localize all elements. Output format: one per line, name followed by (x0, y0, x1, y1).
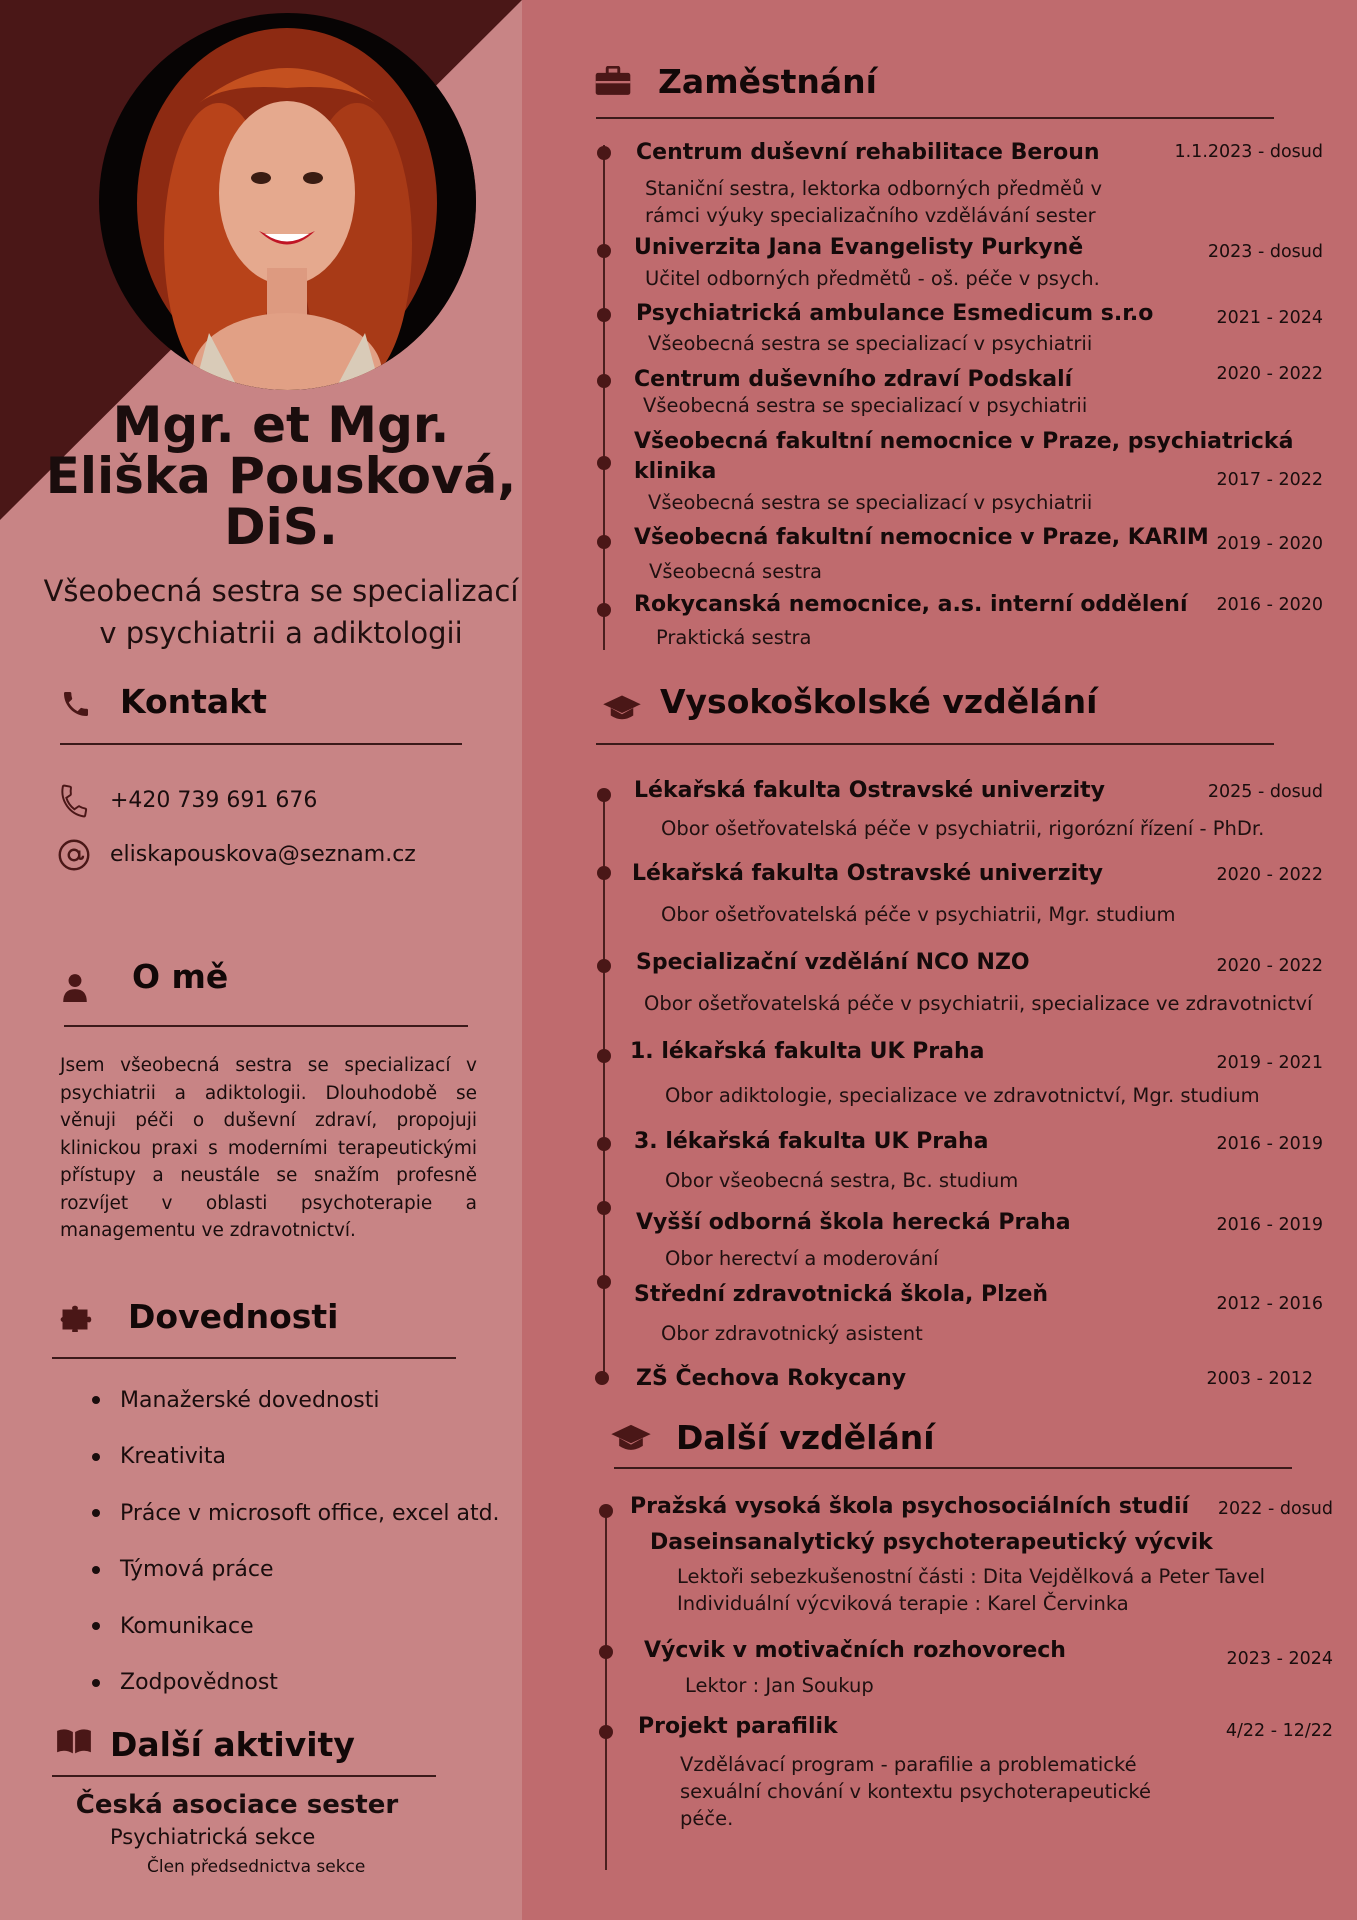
timeline-bullet (597, 866, 611, 880)
briefcase-icon (594, 66, 632, 96)
timeline-bullet (597, 959, 611, 973)
university-org: Specializační vzdělání NCO NZO (636, 950, 1030, 975)
employment-desc: Staniční sestra, lektorka odborných předměů v rámci výuky specializačního vzdělávání sester (645, 177, 1103, 227)
skill-item: Manažerské dovednosti (60, 1372, 500, 1429)
timeline-bullet (597, 456, 611, 470)
university-date: 2016 - 2019 (1216, 1134, 1323, 1154)
further-org: Projekt parafilik (638, 1714, 838, 1739)
university-desc: Obor ošetřovatelská péče v psychiatrii, Mgr. studium (661, 903, 1176, 926)
name-line-2: Eliška Pousková, (45, 447, 517, 505)
university-date: 2012 - 2016 (1216, 1294, 1323, 1314)
timeline-bullet (595, 1371, 609, 1385)
employment-desc: Všeobecná sestra se specializací v psychiatrii (648, 491, 1093, 514)
further-title: Další vzdělání (676, 1418, 935, 1457)
skills-title: Dovednosti (128, 1297, 339, 1336)
graduation-cap-icon (610, 1422, 652, 1454)
further-org: Výcvik v motivačních rozhovorech (644, 1638, 1066, 1663)
employment-date: 2019 - 2020 (1216, 534, 1323, 554)
further-date: 2023 - 2024 (1226, 1649, 1333, 1669)
employment-date: 2023 - dosud (1207, 242, 1323, 262)
employment-org: Všeobecná fakultní nemocnice v Praze, KARIM (634, 525, 1209, 550)
timeline-bullet (597, 1275, 611, 1289)
university-org: Lékařská fakulta Ostravské univerzity (634, 778, 1106, 803)
university-title: Vysokoškolské vzdělání (660, 682, 1098, 721)
subtitle-line-1: Všeobecná sestra se specializací (43, 574, 519, 608)
university-date: 2020 - 2022 (1216, 956, 1323, 976)
activities-divider (52, 1775, 436, 1777)
university-org: ZŠ Čechova Rokycany (636, 1366, 907, 1391)
email-at-icon (56, 837, 92, 873)
university-org: 3. lékařská fakulta UK Praha (634, 1129, 989, 1154)
phone-icon (60, 688, 92, 720)
employment-date: 1.1.2023 - dosud (1174, 142, 1323, 162)
university-date: 2019 - 2021 (1216, 1053, 1323, 1073)
skills-list (60, 1372, 500, 1711)
person-icon (62, 972, 88, 1002)
skills-divider (52, 1357, 456, 1359)
email-address[interactable]: eliskapouskova@seznam.cz (110, 842, 416, 867)
employment-org: Rokycanská nemocnice, a.s. interní oddělení (634, 592, 1188, 617)
further-date: 2022 - dosud (1217, 1499, 1333, 1519)
employment-org: Centrum duševního zdraví Podskalí (634, 367, 1073, 392)
about-title: O mě (132, 957, 229, 996)
further-desc: Vzdělávací program - parafilie a problematické sexuální chování v kontextu psychoterapeutické péče. (680, 1753, 1152, 1830)
university-desc: Obor ošetřovatelská péče v psychiatrii, rigorózní řízení - PhDr. (661, 817, 1265, 840)
about-text: Jsem všeobecná sestra se specializací v psychiatrii a adiktologii. Dlouhodobě se věnuji péči o duševní zdraví, propojuji klinickou praxi s moderními terapeutickými přístupy a neustále se snažím profesně rozvíjet v oblasti psychoterapie a managementu ve zdravotnictví. (60, 1055, 477, 1241)
university-desc: Obor zdravotnický asistent (661, 1322, 923, 1345)
university-date: 2025 - dosud (1207, 782, 1323, 802)
further-date: 4/22 - 12/22 (1225, 1721, 1333, 1741)
employment-divider (596, 117, 1274, 119)
timeline-bullet (597, 1137, 611, 1151)
university-date: 2020 - 2022 (1216, 865, 1323, 885)
further-timeline (605, 1505, 607, 1870)
university-org: Lékařská fakulta Ostravské univerzity (632, 861, 1104, 886)
employment-desc: Učitel odborných předmětů - oš. péče v psych. (645, 267, 1100, 290)
university-desc: Obor ošetřovatelská péče v psychiatrii, specializace ve zdravotnictví (644, 992, 1313, 1015)
employment-org: Centrum duševní rehabilitace Beroun (636, 140, 1100, 165)
about-divider (64, 1025, 468, 1027)
person-name (0, 396, 562, 556)
university-org: Vyšší odborná škola herecká Praha (636, 1210, 1071, 1235)
book-icon (56, 1727, 92, 1755)
university-desc: Obor všeobecná sestra, Bc. studium (665, 1169, 1019, 1192)
phone-number[interactable]: +420 739 691 676 (110, 788, 318, 813)
timeline-bullet (599, 1645, 613, 1659)
contact-title: Kontakt (120, 682, 267, 721)
employment-org: Všeobecná fakultní nemocnice v Praze, psychiatrická klinika (634, 429, 1294, 484)
activity-org: Česká asociace sester (75, 1790, 399, 1820)
skill-item: Zodpovědnost (60, 1655, 500, 1712)
employment-desc: Všeobecná sestra (649, 560, 822, 583)
name-line-3: DiS. (224, 498, 338, 556)
skill-item: Práce v microsoft office, excel atd. (60, 1485, 500, 1542)
timeline-bullet (599, 1725, 613, 1739)
name-line-1: Mgr. et Mgr. (112, 396, 450, 454)
employment-date: 2016 - 2020 (1216, 595, 1323, 615)
university-divider (596, 743, 1274, 745)
employment-title: Zaměstnání (658, 62, 877, 101)
timeline-bullet (597, 244, 611, 258)
university-desc: Obor herectví a moderování (665, 1247, 939, 1270)
skill-item: Komunikace (60, 1598, 500, 1655)
employment-org: Psychiatrická ambulance Esmedicum s.r.o (636, 301, 1154, 326)
employment-timeline (603, 145, 605, 650)
employment-date: 2017 - 2022 (1216, 470, 1323, 490)
university-org: Střední zdravotnická škola, Plzeň (634, 1282, 1049, 1307)
subtitle-line-2: v psychiatrii a adiktologii (99, 616, 463, 650)
further-desc: Lektor : Jan Soukup (685, 1674, 874, 1697)
employment-desc: Všeobecná sestra se specializací v psychiatrii (643, 394, 1088, 417)
timeline-bullet (597, 374, 611, 388)
university-org: 1. lékařská fakulta UK Praha (630, 1039, 985, 1064)
contact-divider (60, 743, 462, 745)
timeline-bullet (597, 308, 611, 322)
employment-desc: Všeobecná sestra se specializací v psychiatrii (648, 332, 1093, 355)
timeline-bullet (597, 788, 611, 802)
university-date: 2016 - 2019 (1216, 1215, 1323, 1235)
employment-date: 2021 - 2024 (1216, 308, 1323, 328)
employment-desc: Praktická sestra (656, 626, 812, 649)
timeline-bullet (597, 1201, 611, 1215)
further-sub: Daseinsanalytický psychoterapeutický výcvik (650, 1530, 1213, 1555)
job-subtitle (0, 570, 562, 654)
activity-role: Člen předsednictva sekce (147, 1857, 366, 1877)
skill-item: Týmová práce (60, 1542, 500, 1599)
activities-title: Další aktivity (110, 1725, 355, 1764)
activity-section: Psychiatrická sekce (110, 1825, 316, 1849)
timeline-bullet (597, 603, 611, 617)
university-date: 2003 - 2012 (1206, 1369, 1313, 1389)
further-divider (614, 1467, 1292, 1469)
timeline-bullet (597, 146, 611, 160)
timeline-bullet (597, 535, 611, 549)
university-desc: Obor adiktologie, specializace ve zdravotnictví, Mgr. studium (665, 1084, 1260, 1107)
employment-date: 2020 - 2022 (1216, 364, 1323, 384)
skill-item: Kreativita (60, 1429, 500, 1486)
timeline-bullet (599, 1504, 613, 1518)
further-org: Pražská vysoká škola psychosociálních studií (630, 1494, 1190, 1519)
phone-outline-icon (56, 783, 92, 819)
timeline-bullet (597, 1049, 611, 1063)
graduation-cap-icon (602, 692, 642, 724)
employment-org: Univerzita Jana Evangelisty Purkyně (634, 235, 1084, 260)
profile-photo (99, 13, 476, 390)
puzzle-icon (60, 1302, 100, 1332)
further-desc: Lektoři sebezkušenostní části : Dita Vejdělková a Peter Tavel Individuální výcviková terapie : Karel Červinka (677, 1565, 1266, 1615)
